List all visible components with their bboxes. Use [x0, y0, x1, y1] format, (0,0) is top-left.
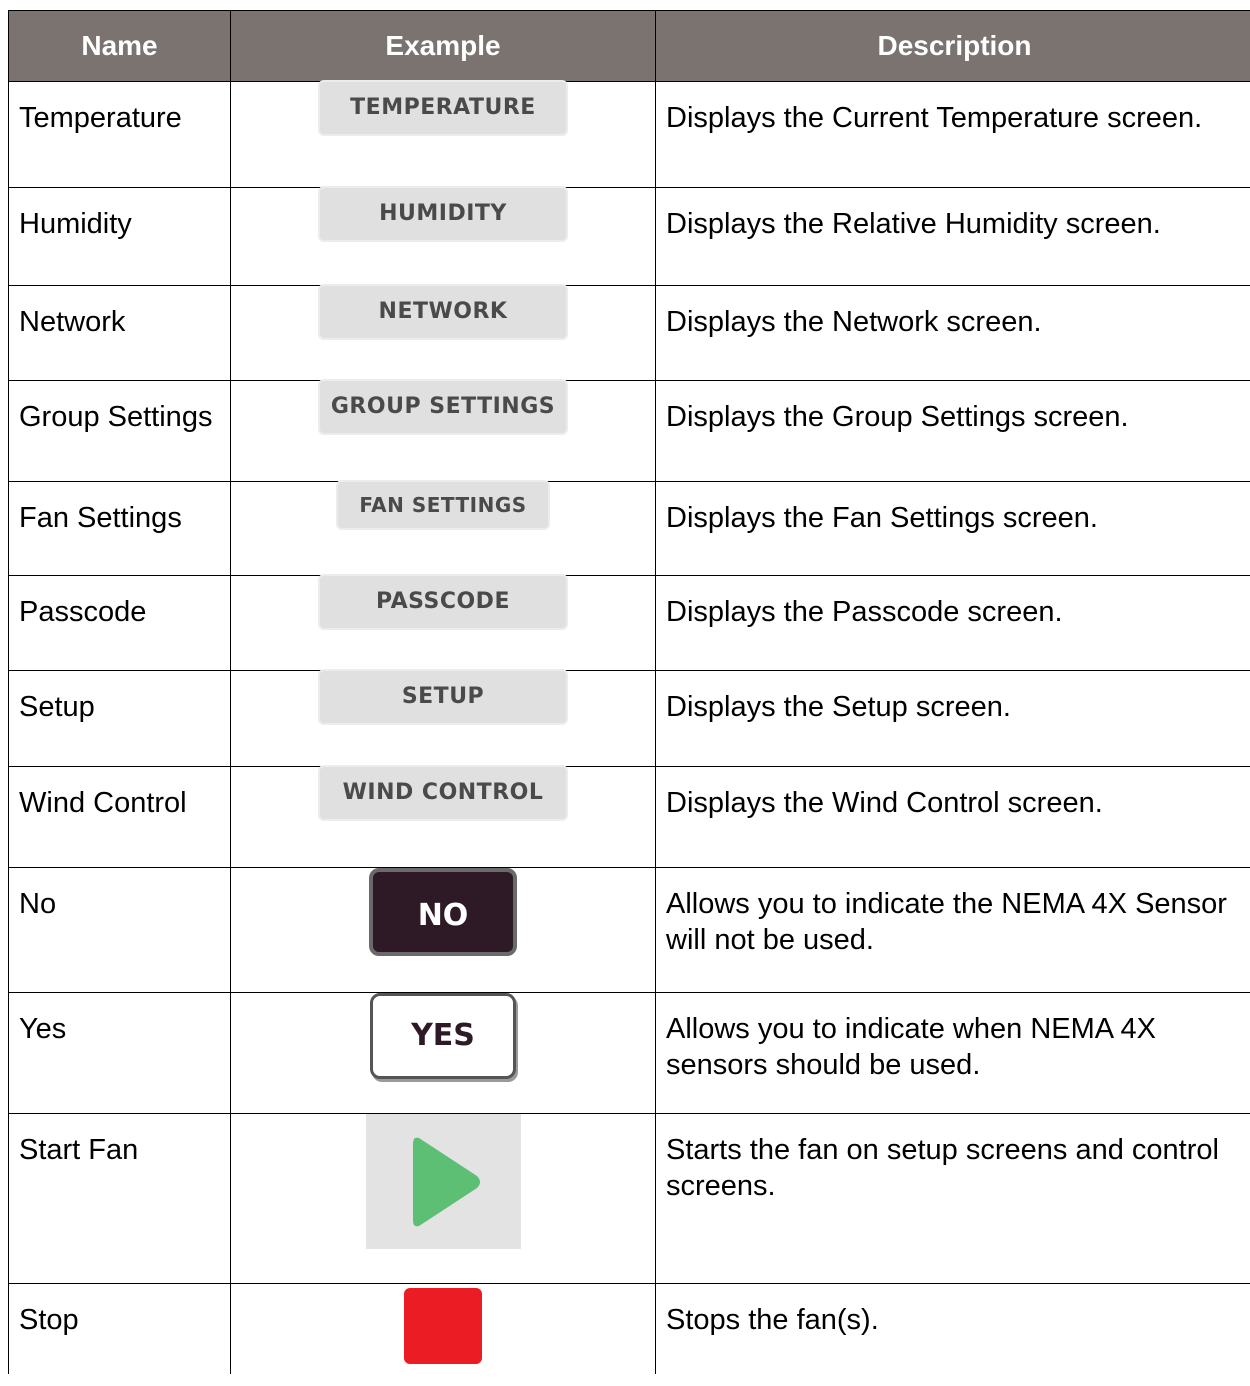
wind-control-button-example: WIND CONTROL — [320, 767, 566, 819]
row-description: Displays the Network screen. — [656, 286, 1250, 381]
row-name: Passcode — [9, 576, 231, 671]
row-description: Displays the Relative Humidity screen. — [656, 188, 1250, 286]
table-row — [9, 381, 1250, 482]
table-row — [9, 1114, 1250, 1284]
row-example — [231, 286, 656, 381]
row-example — [231, 767, 656, 868]
row-name: No — [9, 868, 231, 993]
table-row — [9, 868, 1250, 993]
button-reference-table — [8, 10, 1250, 1374]
table-row — [9, 993, 1250, 1114]
table-header-row — [9, 11, 1250, 82]
row-description: Displays the Wind Control screen. — [656, 767, 1250, 868]
row-example — [231, 482, 656, 576]
header-example: Example — [231, 11, 656, 82]
fan-settings-button-example: FAN SETTINGS — [338, 482, 548, 528]
table-row — [9, 82, 1250, 188]
row-description: Stops the fan(s). — [656, 1284, 1250, 1374]
row-description: Displays the Current Temperature screen. — [656, 82, 1250, 188]
row-description: Allows you to indicate the NEMA 4X Sensor will not be used. — [656, 868, 1250, 993]
row-description: Displays the Passcode screen. — [656, 576, 1250, 671]
row-example — [231, 82, 656, 188]
table-row — [9, 286, 1250, 381]
row-example — [231, 188, 656, 286]
header-name: Name — [9, 11, 231, 82]
stop-icon — [404, 1288, 482, 1364]
row-description: Displays the Setup screen. — [656, 671, 1250, 767]
row-description: Allows you to indicate when NEMA 4X sensors should be used. — [656, 993, 1250, 1114]
setup-button-example: SETUP — [320, 671, 566, 723]
row-name: Setup — [9, 671, 231, 767]
table-row — [9, 671, 1250, 767]
row-name: Wind Control — [9, 767, 231, 868]
row-name: Stop — [9, 1284, 231, 1374]
passcode-button-example: PASSCODE — [320, 576, 566, 628]
row-example — [231, 868, 656, 993]
humidity-button-example: HUMIDITY — [320, 188, 566, 240]
row-example — [231, 1284, 656, 1374]
row-name: Start Fan — [9, 1114, 231, 1284]
start-fan-button-example — [366, 1114, 521, 1249]
row-name: Temperature — [9, 82, 231, 188]
table-row — [9, 1284, 1250, 1374]
row-description: Displays the Fan Settings screen. — [656, 482, 1250, 576]
row-description: Displays the Group Settings screen. — [656, 381, 1250, 482]
yes-button-example: YES — [370, 993, 516, 1079]
row-example — [231, 1114, 656, 1284]
table-row — [9, 576, 1250, 671]
no-button-example: NO — [369, 868, 517, 956]
group-settings-button-example: GROUP SETTINGS — [320, 381, 566, 433]
play-icon — [411, 1132, 483, 1232]
row-name: Yes — [9, 993, 231, 1114]
header-description: Description — [656, 11, 1250, 82]
row-name: Group Settings — [9, 381, 231, 482]
row-name: Humidity — [9, 188, 231, 286]
network-button-example: NETWORK — [320, 286, 566, 338]
row-name: Network — [9, 286, 231, 381]
table-row — [9, 482, 1250, 576]
temperature-button-example: TEMPERATURE — [320, 82, 566, 134]
row-example — [231, 381, 656, 482]
row-example — [231, 576, 656, 671]
row-name: Fan Settings — [9, 482, 231, 576]
row-example — [231, 671, 656, 767]
table-row — [9, 767, 1250, 868]
row-example — [231, 993, 656, 1114]
table-row — [9, 188, 1250, 286]
row-description: Starts the fan on setup screens and control screens. — [656, 1114, 1250, 1284]
